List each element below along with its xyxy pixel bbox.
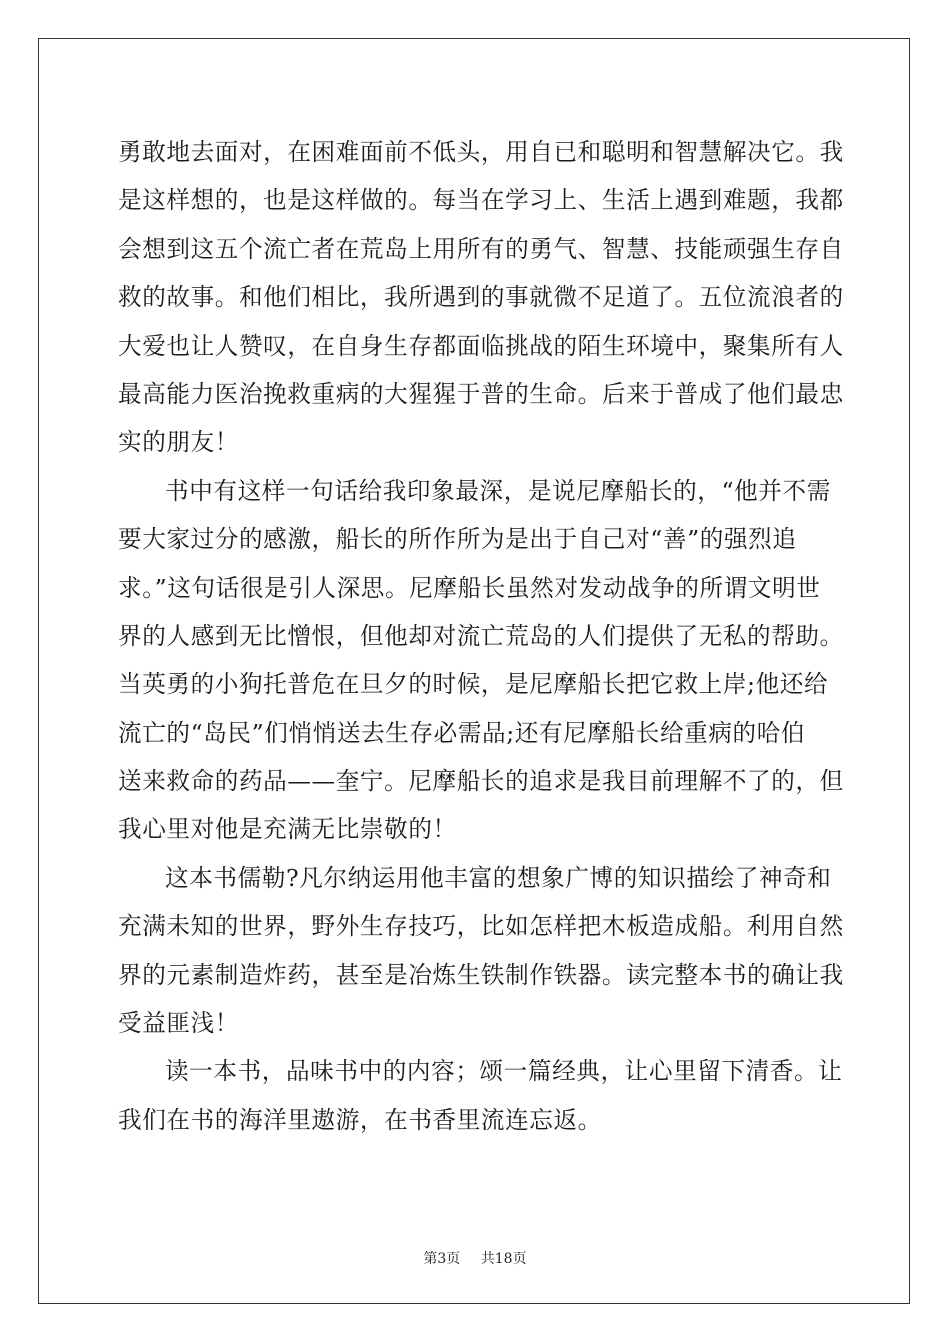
text-line: 界的人感到无比憎恨，但他却对流亡荒岛的人们提供了无私的帮助。 <box>118 621 844 650</box>
text-line: 救的故事。和他们相比，我所遇到的事就微不足道了。五位流浪者的 <box>118 283 844 312</box>
total-pages: 共18页 <box>480 1251 527 1267</box>
text-line: 书中有这样一句话给我印象最深，是说尼摩船长的，“他并不需 <box>165 476 831 505</box>
text-line: 界的元素制造炸药，甚至是冶炼生铁制作铁器。读完整本书的确让我 <box>118 960 844 989</box>
text-line: 实的朋友！ <box>118 428 239 457</box>
text-line: 最高能力医治挽救重病的大猩猩于普的生命。后来于普成了他们最忠 <box>118 379 844 408</box>
page-footer <box>0 1248 950 1268</box>
text-line: 当英勇的小狗托普危在旦夕的时候，是尼摩船长把它救上岸;他还给 <box>118 670 829 699</box>
paragraph-3 <box>118 854 844 1048</box>
document-body <box>118 128 844 1144</box>
text-line: 我们在书的海洋里遨游，在书香里流连忘返。 <box>118 1105 602 1134</box>
text-line: 我心里对他是充满无比崇敬的！ <box>118 815 457 844</box>
text-line: 送来救命的药品——奎宁。尼摩船长的追求是我目前理解不了的，但 <box>118 767 844 796</box>
text-line: 会想到这五个流亡者在荒岛上用所有的勇气、智慧、技能顽强生存自 <box>118 234 844 263</box>
text-line: 要大家过分的感激，船长的所作所为是出于自己对“善”的强烈追 <box>118 525 797 554</box>
text-line: 读一本书，品味书中的内容；颂一篇经典，让心里留下清香。让 <box>165 1057 843 1086</box>
text-line: 充满未知的世界，野外生存技巧，比如怎样把木板造成船。利用自然 <box>118 912 844 941</box>
text-line: 受益匪浅！ <box>118 1009 239 1038</box>
text-line: 勇敢地去面对，在困难面前不低头，用自已和聪明和智慧解决它。我 <box>118 138 844 166</box>
text-line: 流亡的“岛民”们悄悄送去生存必需品;还有尼摩船长给重病的哈伯 <box>118 718 806 747</box>
text-line: 大爱也让人赞叹，在自身生存都面临挑战的陌生环境中，聚集所有人 <box>118 331 844 360</box>
text-line: 这本书儒勒?凡尔纳运用他丰富的想象广博的知识描绘了神奇和 <box>165 863 832 892</box>
text-line: 求。”这句话很是引人深思。尼摩船长虽然对发动战争的所谓文明世 <box>118 573 821 602</box>
paragraph-2 <box>118 467 844 854</box>
paragraph-1 <box>118 128 844 467</box>
text-line: 是这样想的，也是这样做的。每当在学习上、生活上遇到难题，我都 <box>118 186 844 215</box>
paragraph-4 <box>118 1047 843 1144</box>
page-number: 第3页 <box>423 1251 461 1267</box>
